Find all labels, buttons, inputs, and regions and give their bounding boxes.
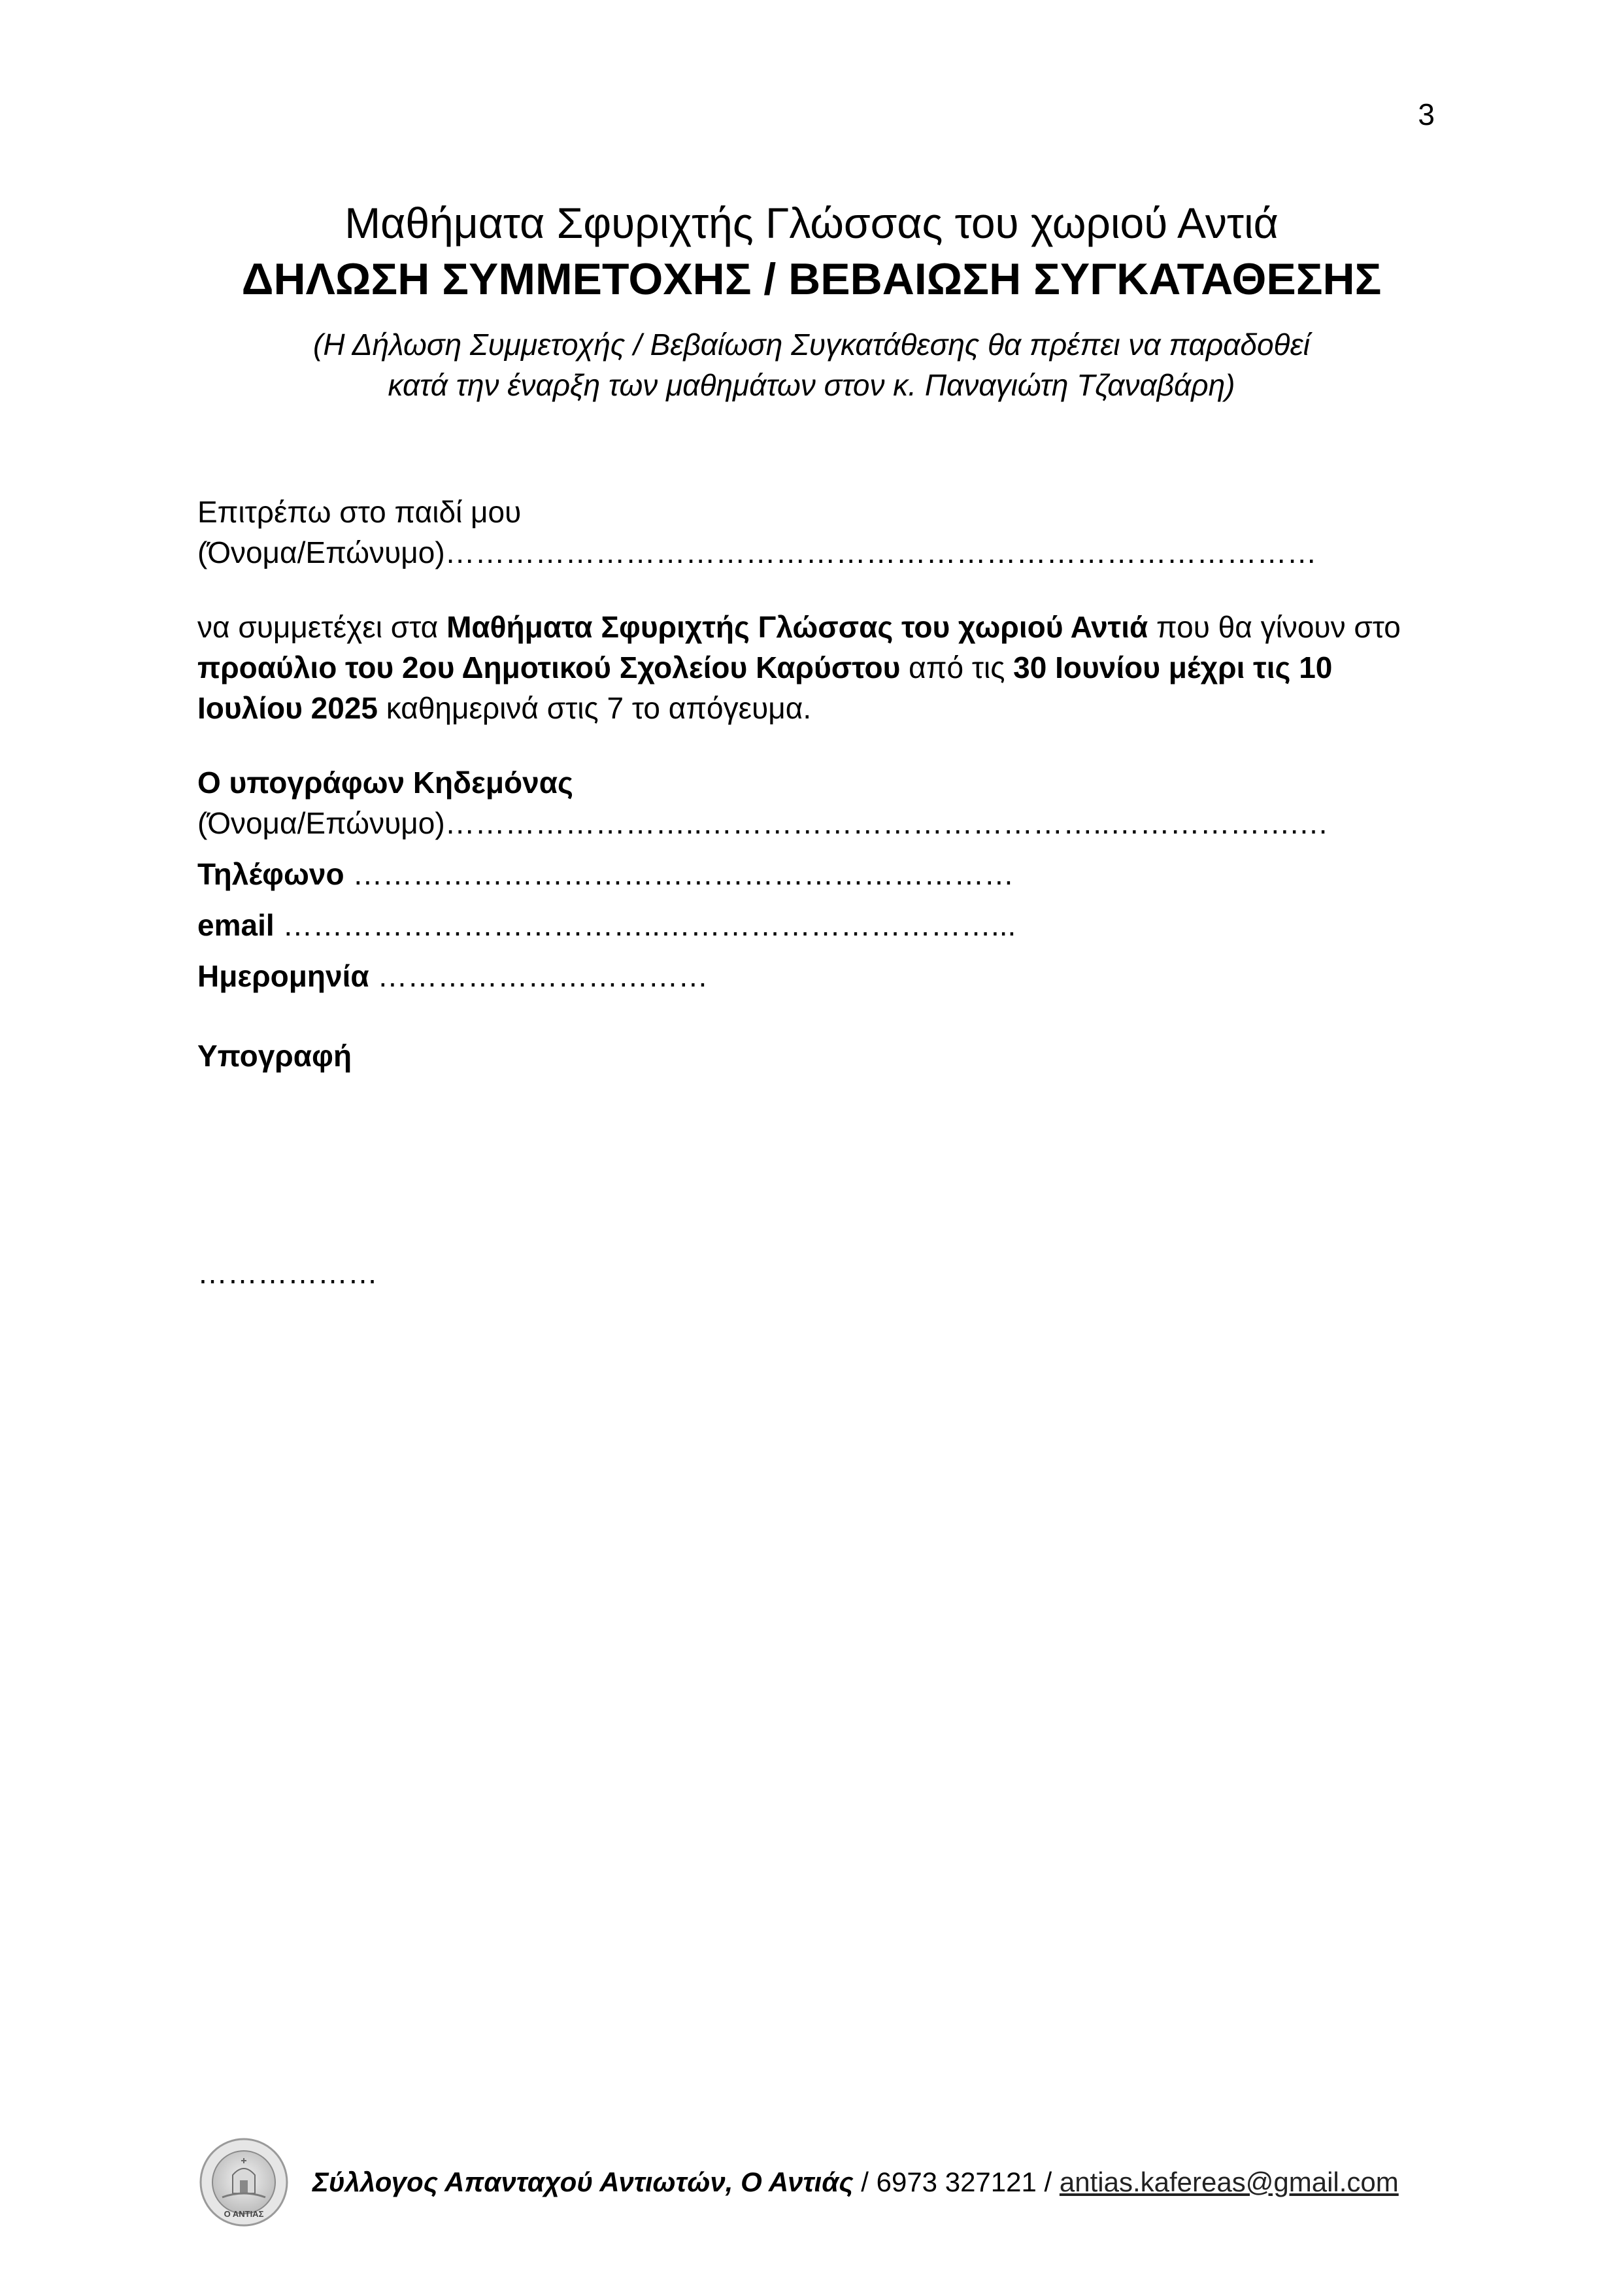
phone-label: Τηλέφωνο bbox=[197, 857, 344, 891]
consent-text-1: να συμμετέχει στα bbox=[197, 610, 447, 644]
child-name-field[interactable]: (Όνομα/Επώνυμο)…………………………………………………………………………… bbox=[197, 535, 1317, 569]
footer bbox=[199, 2136, 1399, 2228]
document-header bbox=[0, 195, 1623, 405]
guardian-heading: Ο υπογράφων Κηδεμόνας bbox=[197, 766, 573, 800]
note-line-2: κατά την έναρξη των μαθημάτων στον κ. Παναγιώτη Τζαναβάρη) bbox=[388, 368, 1235, 402]
note-line-1: (Η Δήλωση Συμμετοχής / Βεβαίωση Συγκατάθεσης θα πρέπει να παραδοθεί bbox=[313, 328, 1310, 362]
venue: προαύλιο του 2ου Δημοτικού Σχολείου Καρύστου bbox=[197, 650, 901, 684]
date-field[interactable] bbox=[197, 956, 1440, 996]
footer-separator-2: / bbox=[1036, 2167, 1060, 2197]
date-dots: …………………………… bbox=[369, 959, 709, 993]
submission-note bbox=[0, 324, 1623, 405]
org-name: Σύλλογος Απανταχού Αντιωτών, Ο Αντιάς bbox=[312, 2167, 854, 2197]
logo-text: Ο ΑΝΤΙΑΣ bbox=[224, 2209, 264, 2219]
date-range: 30 Ιουνίου μέχρι τις 10 Ιουλίου 2025 bbox=[197, 650, 1333, 725]
phone-field[interactable] bbox=[197, 854, 1440, 894]
signature-field[interactable]: ……………… bbox=[197, 1256, 378, 1290]
signature-label: Υπογραφή bbox=[197, 1039, 352, 1073]
consent-text-2: που θα γίνουν στο bbox=[1148, 610, 1401, 644]
association-logo-icon bbox=[199, 2137, 289, 2227]
consent-paragraph bbox=[197, 607, 1440, 728]
footer-separator-1: / bbox=[853, 2167, 877, 2197]
phone-dots: ………………………………………………………… bbox=[344, 857, 1014, 891]
guardian-name-field[interactable]: (Όνομα/Επώνυμο)……………………..…………………………………..……………….… bbox=[197, 806, 1329, 840]
footer-email-link[interactable]: antias.kafereas@gmail.com bbox=[1059, 2167, 1399, 2197]
consent-text-3: από τις bbox=[900, 650, 1014, 684]
footer-phone: 6973 327121 bbox=[876, 2167, 1037, 2197]
course-name: Μαθήματα Σφυριχτής Γλώσσας του χωριού Αντιά bbox=[446, 610, 1148, 644]
footer-contact bbox=[312, 2167, 1399, 2198]
email-dots: ………………………………..……………………………... bbox=[274, 908, 1016, 942]
email-label: email bbox=[197, 908, 275, 942]
document-subtitle: ΔΗΛΩΣΗ ΣΥΜΜΕΤΟΧΗΣ / ΒΕΒΑΙΩΣΗ ΣΥΓΚΑΤΑΘΕΣΗΣ bbox=[241, 254, 1382, 304]
document-title: Μαθήματα Σφυριχτής Γλώσσας του χωριού Αντιά bbox=[344, 199, 1279, 247]
form-body bbox=[197, 492, 1440, 1076]
email-field[interactable] bbox=[197, 905, 1440, 945]
page-number: 3 bbox=[1418, 97, 1435, 131]
consent-text-4: καθημερινά στις 7 το απόγευμα. bbox=[378, 691, 812, 725]
date-label: Ημερομηνία bbox=[197, 959, 369, 993]
consent-intro: Επιτρέπω στο παιδί μου bbox=[197, 495, 522, 529]
